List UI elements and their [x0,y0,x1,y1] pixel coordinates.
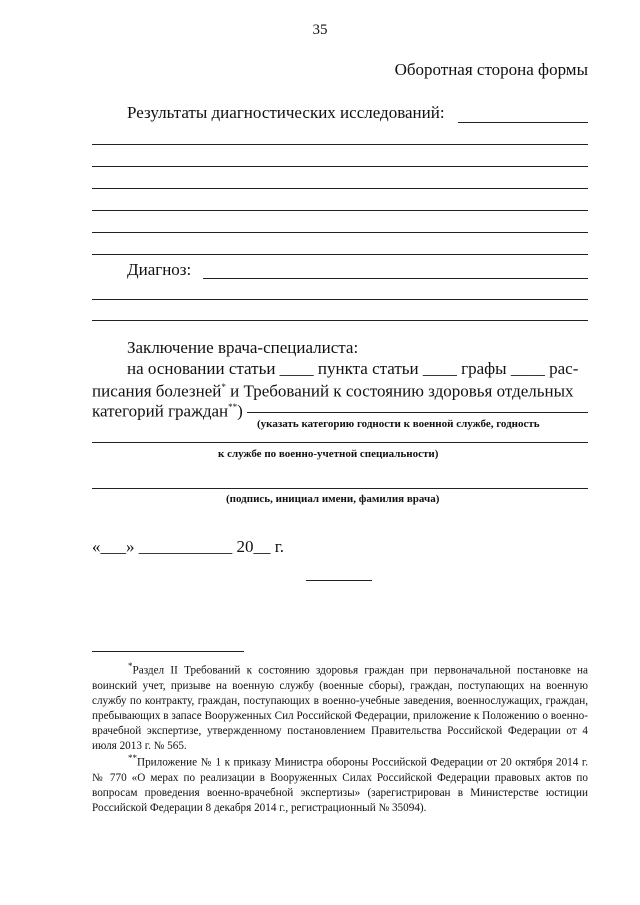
category-field[interactable] [247,412,588,413]
footnote-2-text: Приложение № 1 к приказу Министра обороны Российской Федерации от 20 октября 2014 г. № 770 «О мерах по реализации в Вооруженных Силах Российской Федерации правовых актов по вопросам проведения военно-врачебной экспертизы» (зарегистрирован в Министерстве юстиции Российской Федерации 8 декабря 2014 г., регистрационный № 35094). [92,756,588,814]
results-line-6[interactable] [92,254,588,255]
results-line-1[interactable] [92,144,588,145]
results-line-3[interactable] [92,188,588,189]
results-line-2[interactable] [92,166,588,167]
conclusion-text-a: писания болезней [92,381,222,401]
specialty-caption: к службе по военно-учетной специальности) [218,448,439,460]
conclusion-line-1: на основании статьи ____ пункта статьи ____ графы ____ рас- [127,359,579,378]
signature-field[interactable] [92,488,588,489]
footnote-1-text: Раздел II Требований к состоянию здоровья граждан при первоначальной постановке на воинский учет, призыве на военную службу (военные сборы), граждан, поступающих на военную службу по контракту, граждан, поступающих в военно-учебные заведения, военнослужащих, граждан, пребывающих в запасе Вооруженных Сил Российской Федерации, приложение к Положению о военно-врачебной экспертизе, утвержденному постановлением Правительства Российской Федерации от 4 июля 2013 г. № 565. [92,664,588,752]
diagnosis-line-1[interactable] [92,299,588,300]
footnote-ref-2: ** [228,402,238,412]
footnote-2 [92,751,588,816]
conclusion-text-b: и Требований к состоянию здоровья отдельных [225,381,574,401]
results-line-4[interactable] [92,210,588,211]
diagnosis-label: Диагноз: [127,260,192,279]
footnote-separator [92,651,244,652]
signature-caption: (подпись, инициал имени, фамилия врача) [226,493,440,505]
reverse-side-title: Оборотная сторона формы [394,60,588,79]
footnote-1-mark: * [128,661,133,671]
conclusion-heading: Заключение врача-специалиста: [127,338,359,357]
category-caption: (указать категорию годности к военной службе, годность [257,418,540,430]
results-field[interactable] [458,122,588,123]
diagnosis-line-2[interactable] [92,320,588,321]
diagnosis-field[interactable] [203,278,588,279]
conclusion-text-d: ) [237,401,243,421]
results-label: Результаты диагностических исследований: [127,103,445,122]
footnote-1 [92,659,588,754]
page-number: 35 [312,22,328,38]
conclusion-line-3 [92,396,243,423]
category-line-2[interactable] [92,442,588,443]
date-line: «___» ___________ 20__ г. [92,537,285,556]
footnote-ref-1: * [221,382,226,392]
footnote-2-mark: ** [128,753,137,763]
results-line-5[interactable] [92,232,588,233]
conclusion-text-c: категорий граждан [92,401,229,421]
section-separator [306,580,372,581]
